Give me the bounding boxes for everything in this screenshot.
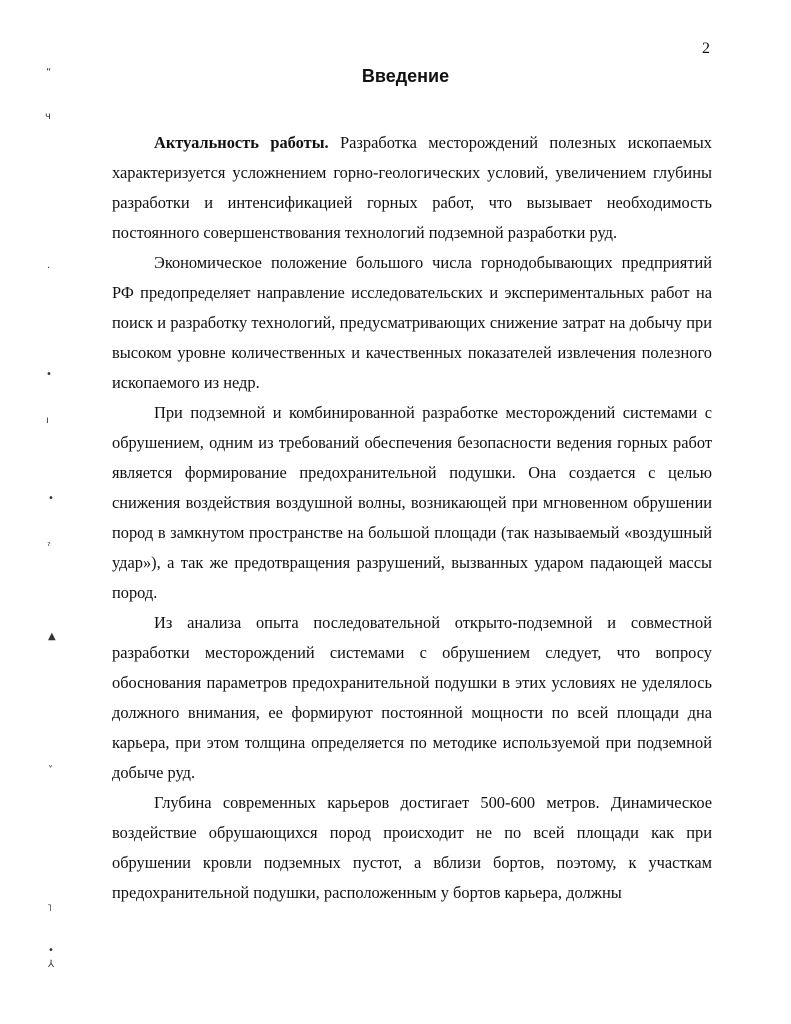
paragraph-depth — [112, 788, 712, 908]
scan-speck: “ — [46, 67, 52, 78]
page-number: 2 — [702, 40, 710, 57]
paragraph-text: Из анализа опыта последовательной открыто-подземной и совместной разработки месторождений системами с обрушением следует, что вопросу обоснования параметров предохранительной подушки в этих условиях не уделялось должного внимания, ее формируют постоянной мощности по всей площади дна карьера, при этом толщина определяется по методике используемой при подземной добыче руд. — [112, 613, 712, 782]
scan-speck: ▲ — [48, 631, 56, 642]
paragraph-economic — [112, 248, 712, 398]
document-body — [112, 128, 712, 908]
scan-speck: ˅ — [48, 765, 53, 776]
scan-speck: · — [47, 263, 51, 274]
paragraph-text: Глубина современных карьеров достигает 500-600 метров. Динамическое воздействие обрушающихся пород происходит не по всей площади как при обрушении кровли подземных пустот, а вблизи бортов, поэтому, к участкам предохранительной подушки, расположенным у бортов карьера, должны — [112, 793, 712, 902]
scan-speck: ч — [45, 111, 51, 122]
paragraph-safety — [112, 398, 712, 608]
paragraph-lead: Актуальность работы. — [154, 133, 329, 152]
scan-speck: ı — [46, 415, 49, 426]
scan-speck: • — [46, 369, 52, 380]
scan-speck: ⅄ — [48, 959, 55, 970]
paragraph-analysis — [112, 608, 712, 788]
scan-speck: ˥ — [47, 903, 52, 914]
scan-speck: • — [48, 945, 54, 956]
paragraph-text: Экономическое положение большого числа горнодобывающих предприятий РФ предопределяет направление исследовательских и экспериментальных работ на поиск и разработку технологий, предусматривающих снижение затрат на добычу при высоком уровне количественных и качественных показателей извлечения полезного ископаемого из недр. — [112, 253, 712, 392]
page-title: Введение — [361, 66, 450, 86]
paragraph-text: Разработка месторождений полезных ископаемых характеризуется усложнением горно-геологических условий, увеличением глубины разработки и интенсификацией горных работ, что вызывает необходимость постоянного совершенствования технологий подземной разработки руд. — [112, 133, 712, 242]
paragraph-text: При подземной и комбинированной разработке месторождений системами с обрушением, одним из требований обеспечения безопасности ведения горных работ является формирование предохранительной подушки. Она создается с целью снижения воздействия воздушной волны, возникающей при мгновенном обрушении пород в замкнутом пространстве на большой площади (так называемый «воздушный удар»), а так же предотвращения разрушений, вызванных ударом падающей массы пород. — [112, 403, 712, 602]
scan-speck: • — [48, 493, 54, 504]
scan-speck: ˀ — [47, 541, 51, 552]
paragraph-relevance — [112, 128, 712, 248]
